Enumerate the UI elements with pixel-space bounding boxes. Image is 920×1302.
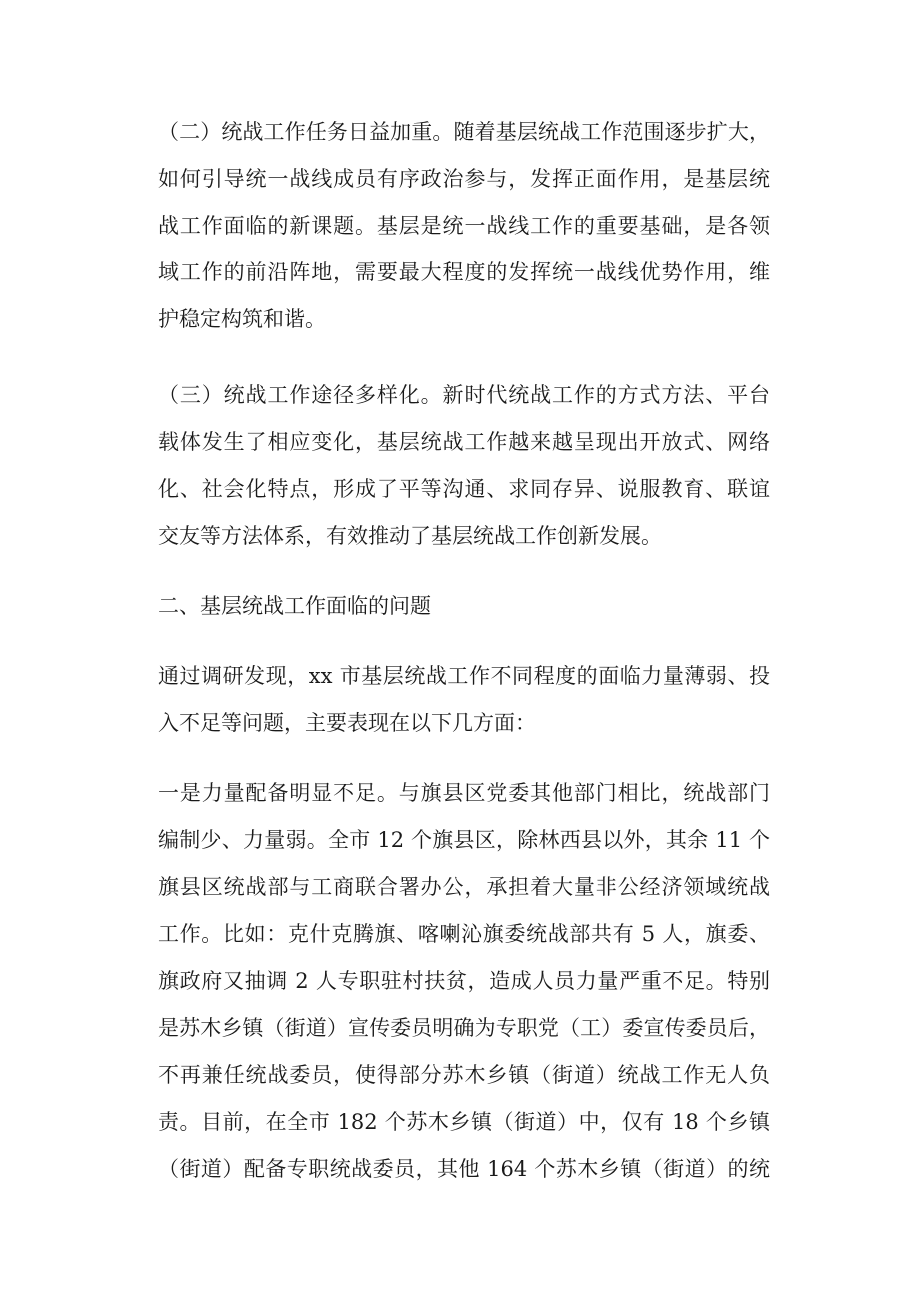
text-line: 是苏木乡镇（街道）宣传委员明确为专职党（工）委宣传委员后，: [158, 1016, 770, 1040]
text-line: 通过调研发现，xx 市基层统战工作不同程度的面临力量薄弱、投: [158, 664, 770, 688]
text-line: 编制少、力量弱。全市 12 个旗县区，除林西县以外，其余 11 个: [158, 828, 770, 852]
text-line: 一是力量配备明显不足。与旗县区党委其他部门相比，统战部门: [158, 781, 770, 805]
section-heading: 二、基层统战工作面临的问题: [158, 594, 431, 618]
text-line: 旗县区统战部与工商联合署办公，承担着大量非公经济领域统战: [158, 875, 770, 899]
text-line: 化、社会化特点，形成了平等沟通、求同存异、说服教育、联谊: [158, 477, 770, 501]
text-line: 域工作的前沿阵地，需要最大程度的发挥统一战线优势作用，维: [158, 260, 770, 284]
text-line: 战工作面临的新课题。基层是统一战线工作的重要基础，是各领: [158, 214, 770, 238]
text-line: （二）统战工作任务日益加重。随着基层统战工作范围逐步扩大，: [158, 120, 770, 144]
text-line: 交友等方法体系，有效推动了基层统战工作创新发展。: [158, 524, 662, 548]
text-line: 载体发生了相应变化，基层统战工作越来越呈现出开放式、网络: [158, 430, 770, 454]
text-line: 旗政府又抽调 2 人专职驻村扶贫，造成人员力量严重不足。特别: [158, 969, 770, 993]
text-line: 工作。比如：克什克腾旗、喀喇沁旗委统战部共有 5 人，旗委、: [158, 922, 770, 946]
text-line: 责。目前，在全市 182 个苏木乡镇（街道）中，仅有 18 个乡镇: [158, 1110, 770, 1134]
text-line: 不再兼任统战委员，使得部分苏木乡镇（街道）统战工作无人负: [158, 1063, 770, 1087]
text-line: （三）统战工作途径多样化。新时代统战工作的方式方法、平台: [158, 383, 770, 407]
text-line: （街道）配备专职统战委员，其他 164 个苏木乡镇（街道）的统: [158, 1157, 770, 1181]
text-line: 护稳定构筑和谐。: [158, 307, 326, 331]
text-line: 如何引导统一战线成员有序政治参与，发挥正面作用，是基层统: [158, 167, 770, 191]
text-line: 入不足等问题，主要表现在以下几方面：: [158, 711, 536, 735]
